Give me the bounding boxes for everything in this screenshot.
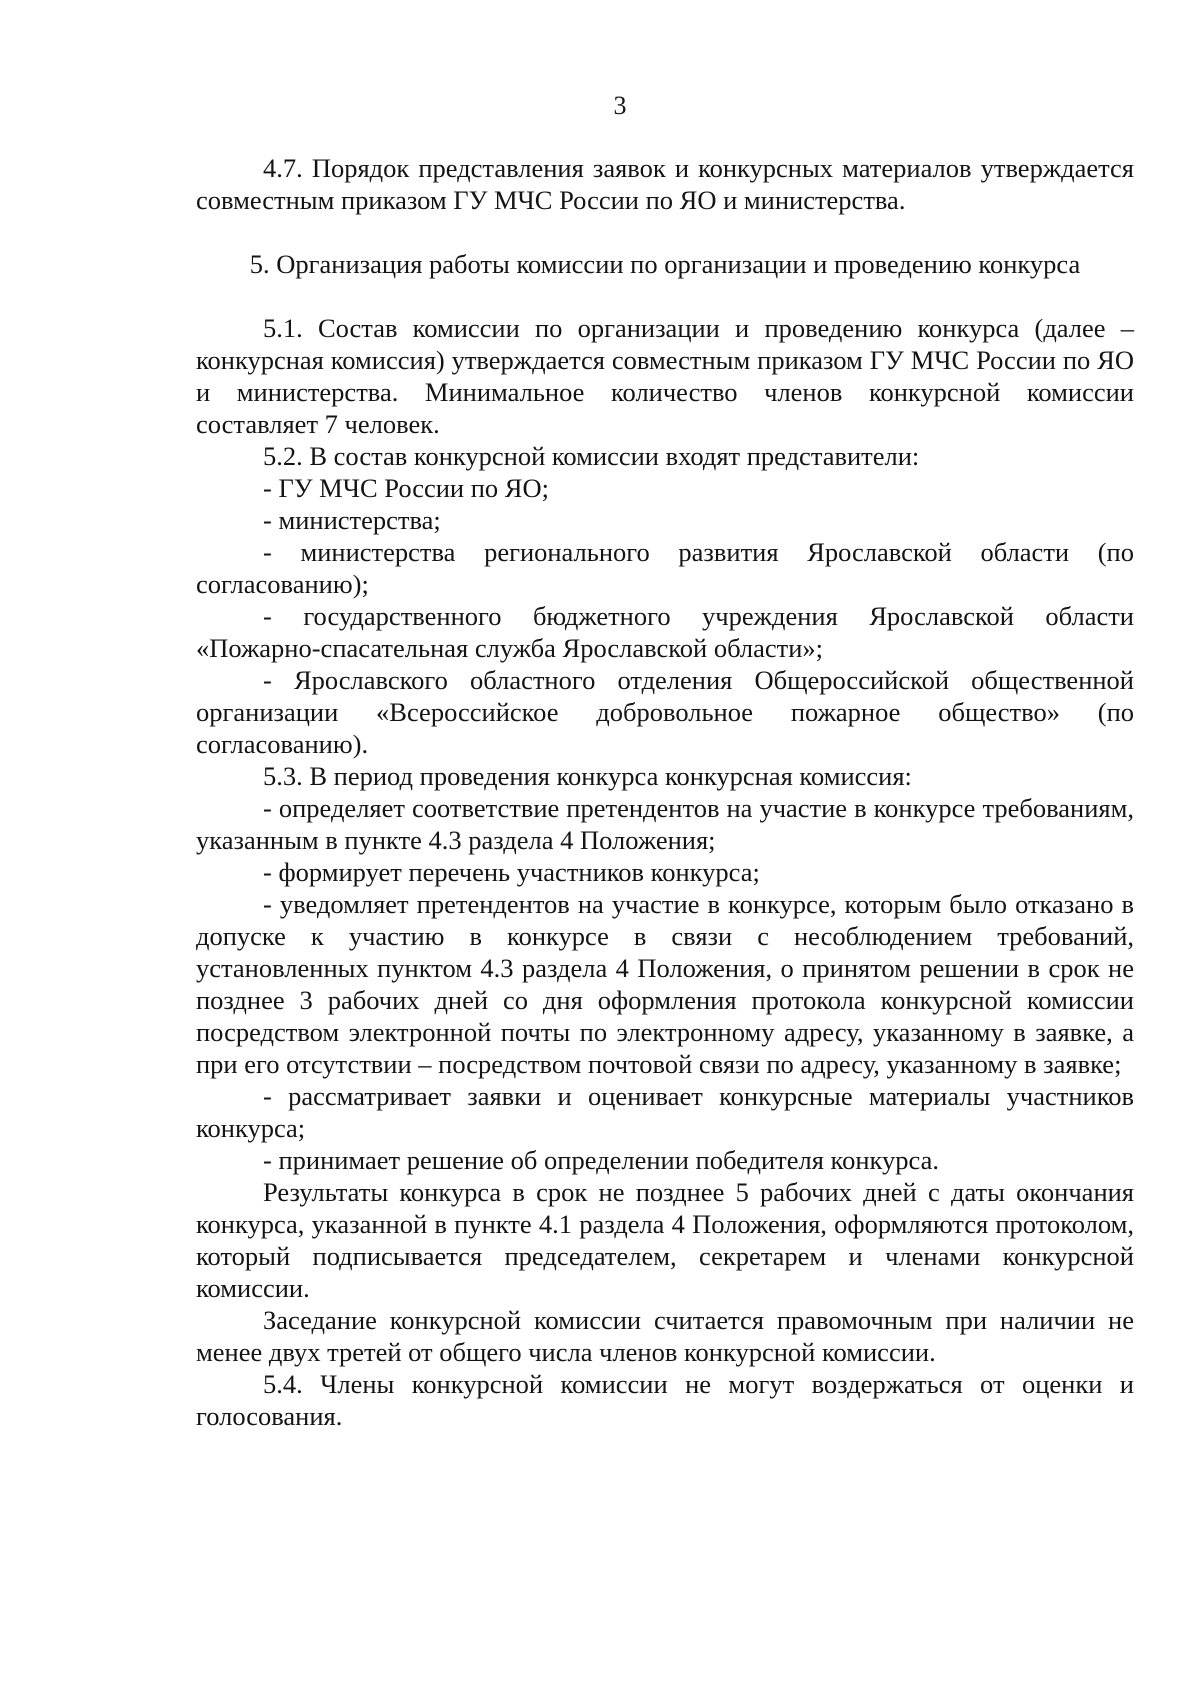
list-item: - рассматривает заявки и оценивает конкурсные материалы участников конкурса; bbox=[196, 1081, 1134, 1143]
list-item: - определяет соответствие претендентов на участие в конкурсе требованиям, указанным в пункте 4.3 раздела 4 Положения; bbox=[196, 793, 1134, 855]
list-item: - министерства; bbox=[263, 505, 441, 535]
paragraph-5-4: 5.4. Члены конкурсной комиссии не могут воздержаться от оценки и голосования. bbox=[196, 1369, 1134, 1431]
paragraph-results: Результаты конкурса в срок не позднее 5 рабочих дней с даты окончания конкурса, указанной в пункте 4.1 раздела 4 Положения, оформляются протоколом, который подписывается председателем, секретарем и членами конкурсной комиссии. bbox=[196, 1177, 1134, 1303]
list-item: - Ярославского областного отделения Общероссийской общественной организации «Всероссийское добровольное пожарное общество» (по согласованию). bbox=[196, 665, 1134, 759]
list-item: - министерства регионального развития Ярославской области (по согласованию); bbox=[196, 537, 1134, 599]
paragraph-5-2: 5.2. В состав конкурсной комиссии входят представители: bbox=[263, 441, 920, 471]
list-item: - формирует перечень участников конкурса; bbox=[263, 857, 760, 887]
page-number: 3 bbox=[613, 91, 627, 120]
list-item: - ГУ МЧС России по ЯО; bbox=[263, 473, 549, 503]
document-body bbox=[196, 152, 1134, 1432]
paragraph-4-7: 4.7. Порядок представления заявок и конкурсных материалов утверждается совместным приказом ГУ МЧС России по ЯО и министерства. bbox=[196, 153, 1134, 215]
list-item: - государственного бюджетного учреждения Ярославской области «Пожарно-спасательная служба Ярославской области»; bbox=[196, 601, 1134, 663]
list-item: - уведомляет претендентов на участие в конкурсе, которым было отказано в допуске к участию в конкурсе в связи с несоблюдением требований, установленных пунктом 4.3 раздела 4 Положения, о принятом решении в срок не позднее 3 рабочих дней со дня оформления протокола конкурсной комиссии посредством электронной почты по электронному адресу, указанному в заявке, а при его отсутствии – посредством почтовой связи по адресу, указанному в заявке; bbox=[196, 889, 1134, 1079]
paragraph-quorum: Заседание конкурсной комиссии считается правомочным при наличии не менее двух третей от общего числа членов конкурсной комиссии. bbox=[196, 1305, 1134, 1367]
paragraph-5-1: 5.1. Состав комиссии по организации и проведению конкурса (далее – конкурсная комиссия) утверждается совместным приказом ГУ МЧС России по ЯО и министерства. Минимальное количество членов конкурсной комиссии составляет 7 человек. bbox=[196, 313, 1134, 439]
paragraph-5-3: 5.3. В период проведения конкурса конкурсная комиссия: bbox=[263, 761, 912, 791]
section-5-heading: 5. Организация работы комиссии по организации и проведению конкурса bbox=[249, 249, 1081, 279]
list-item: - принимает решение об определении победителя конкурса. bbox=[263, 1145, 939, 1175]
